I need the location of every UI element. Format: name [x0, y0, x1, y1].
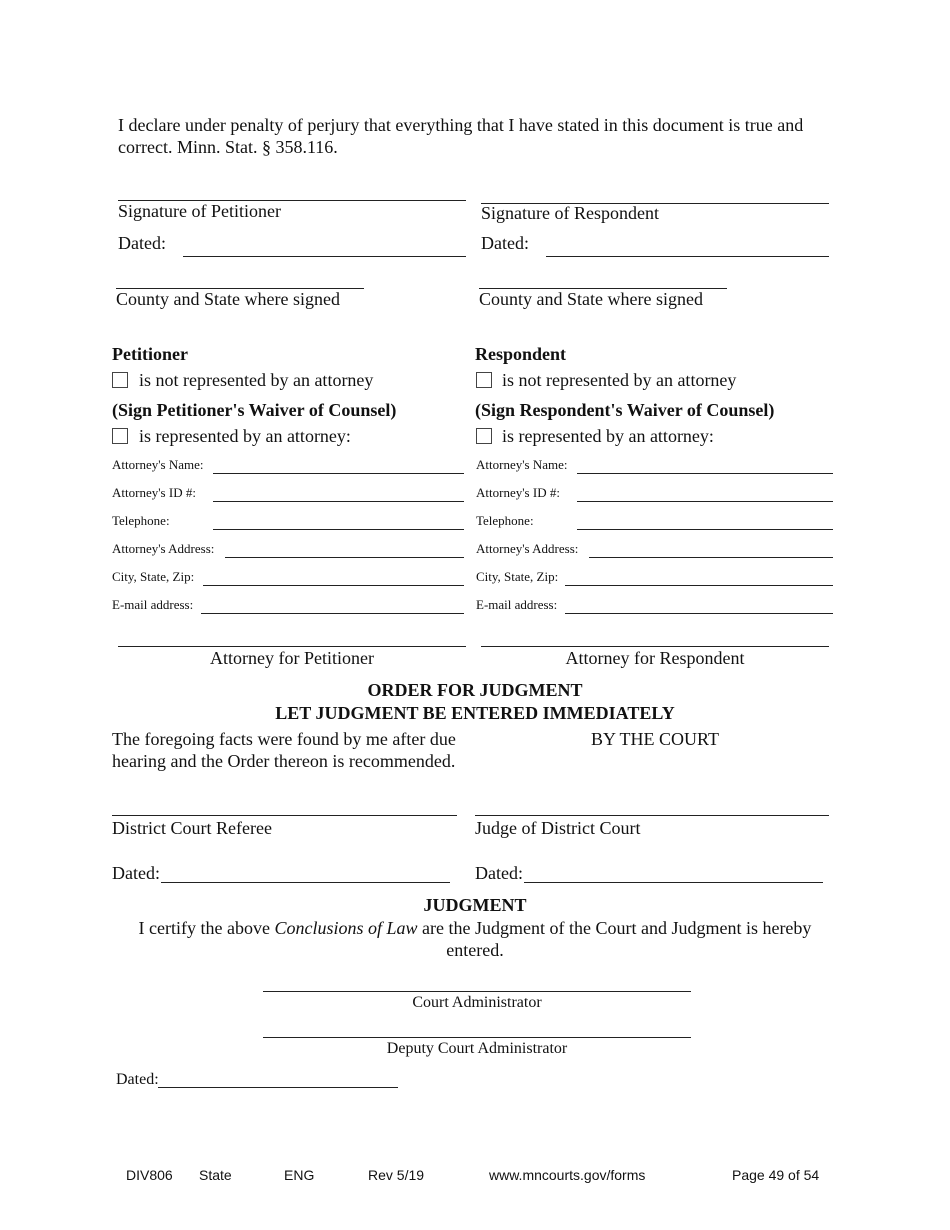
court-administrator-signature-line[interactable] — [263, 991, 691, 992]
judgment-certification-line-2: entered. — [446, 940, 504, 960]
petitioner-telephone-field[interactable] — [213, 529, 464, 530]
conclusions-of-law-text: Conclusions of Law — [274, 918, 418, 938]
respondent-attorney-id-field[interactable] — [577, 501, 833, 502]
judgment-text-after: are the Judgment of the Court and Judgment is hereby — [417, 918, 812, 938]
petitioner-attorney-id-field[interactable] — [213, 501, 464, 502]
footer-form-code: DIV806 — [126, 1167, 173, 1183]
respondent-telephone-label: Telephone: — [476, 513, 534, 528]
court-administrator-label: Court Administrator — [412, 994, 542, 1011]
footer-revision: Rev 5/19 — [368, 1167, 425, 1183]
petitioner-not-represented-label: is not represented by an attorney — [139, 370, 374, 390]
judgment-dated-field[interactable] — [158, 1087, 398, 1088]
respondent-signature-label: Signature of Respondent — [481, 203, 659, 223]
respondent-city-label: City, State, Zip: — [476, 569, 559, 584]
footer-jurisdiction: State — [199, 1167, 232, 1183]
declaration-line-1: I declare under penalty of perjury that everything that I have stated in this document is true and — [118, 115, 804, 135]
petitioner-heading: Petitioner — [112, 344, 188, 364]
respondent-email-field[interactable] — [565, 613, 833, 614]
judge-dated-field[interactable] — [524, 882, 823, 883]
referee-dated-field[interactable] — [161, 882, 450, 883]
respondent-not-represented-label: is not represented by an attorney — [502, 370, 737, 390]
attorney-for-petitioner-label: Attorney for Petitioner — [210, 648, 374, 668]
respondent-dated-label: Dated: — [481, 233, 529, 253]
by-the-court: BY THE COURT — [591, 729, 719, 749]
respondent-not-represented-checkbox[interactable] — [476, 372, 492, 388]
petitioner-attorney-name-field[interactable] — [213, 473, 464, 474]
respondent-heading: Respondent — [475, 344, 567, 364]
petitioner-attorney-address-label: Attorney's Address: — [112, 541, 215, 556]
respondent-dated-field[interactable] — [546, 256, 829, 257]
respondent-represented-checkbox[interactable] — [476, 428, 492, 444]
respondent-attorney-id-label: Attorney's ID #: — [476, 485, 560, 500]
petitioner-not-represented-checkbox[interactable] — [112, 372, 128, 388]
deputy-administrator-label: Deputy Court Administrator — [386, 1040, 568, 1057]
petitioner-waiver-note: (Sign Petitioner's Waiver of Counsel) — [112, 400, 397, 420]
referee-label: District Court Referee — [112, 818, 272, 838]
footer-language: ENG — [284, 1167, 315, 1183]
respondent-attorney-name-field[interactable] — [577, 473, 833, 474]
findings-line-1: The foregoing facts were found by me after due — [112, 729, 456, 749]
respondent-attorney-address-label: Attorney's Address: — [476, 541, 579, 556]
judgment-text-before: I certify the above — [138, 918, 275, 938]
declaration-line-2: correct. Minn. Stat. § 358.116. — [118, 137, 338, 157]
judgment-certification-line-1 — [0, 918, 950, 939]
referee-signature-line[interactable] — [112, 815, 457, 816]
footer-url[interactable]: www.mncourts.gov/forms — [489, 1167, 646, 1183]
order-subtitle: LET JUDGMENT BE ENTERED IMMEDIATELY — [275, 703, 675, 723]
judge-label: Judge of District Court — [475, 818, 641, 838]
respondent-city-field[interactable] — [565, 585, 833, 586]
petitioner-represented-label: is represented by an attorney: — [139, 426, 351, 446]
referee-dated-label: Dated: — [112, 863, 160, 883]
judge-dated-label: Dated: — [475, 863, 523, 883]
respondent-telephone-field[interactable] — [577, 529, 833, 530]
petitioner-county-label: County and State where signed — [116, 289, 340, 309]
petitioner-represented-checkbox[interactable] — [112, 428, 128, 444]
petitioner-attorney-id-label: Attorney's ID #: — [112, 485, 196, 500]
respondent-waiver-note: (Sign Respondent's Waiver of Counsel) — [475, 400, 775, 420]
petitioner-attorney-name-label: Attorney's Name: — [112, 457, 204, 472]
petitioner-dated-label: Dated: — [118, 233, 166, 253]
petitioner-dated-field[interactable] — [183, 256, 466, 257]
deputy-administrator-signature-line[interactable] — [263, 1037, 691, 1038]
petitioner-city-label: City, State, Zip: — [112, 569, 195, 584]
attorney-for-petitioner-signature-line[interactable] — [118, 646, 466, 647]
attorney-for-respondent-label: Attorney for Respondent — [565, 648, 745, 668]
petitioner-signature-label: Signature of Petitioner — [118, 201, 281, 221]
footer-page-number: Page 49 of 54 — [732, 1167, 820, 1183]
petitioner-city-field[interactable] — [203, 585, 464, 586]
attorney-for-respondent-signature-line[interactable] — [481, 646, 829, 647]
respondent-email-label: E-mail address: — [476, 597, 558, 612]
respondent-represented-label: is represented by an attorney: — [502, 426, 714, 446]
respondent-attorney-address-field[interactable] — [589, 557, 833, 558]
respondent-county-label: County and State where signed — [479, 289, 703, 309]
petitioner-telephone-label: Telephone: — [112, 513, 170, 528]
petitioner-attorney-address-field[interactable] — [225, 557, 464, 558]
findings-line-2: hearing and the Order thereon is recommended. — [112, 751, 456, 771]
order-title: ORDER FOR JUDGMENT — [367, 680, 583, 700]
judgment-title: JUDGMENT — [423, 895, 527, 915]
judge-signature-line[interactable] — [475, 815, 829, 816]
judgment-dated-label: Dated: — [116, 1071, 159, 1088]
respondent-attorney-name-label: Attorney's Name: — [476, 457, 568, 472]
petitioner-email-field[interactable] — [201, 613, 464, 614]
petitioner-email-label: E-mail address: — [112, 597, 194, 612]
